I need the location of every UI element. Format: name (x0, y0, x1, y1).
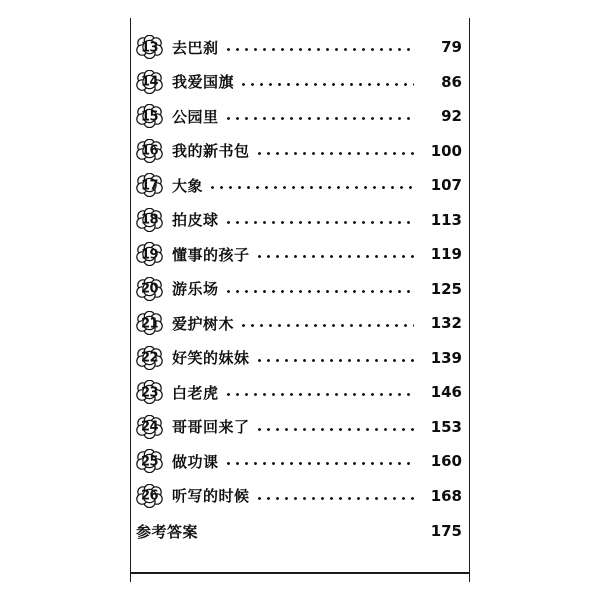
chapter-number-badge-icon (136, 277, 163, 301)
page-number: 168 (430, 486, 462, 505)
page-number: 92 (441, 107, 462, 126)
table-of-contents (130, 30, 470, 549)
chapter-number: 13 (140, 40, 159, 56)
chapter-number: 18 (140, 212, 159, 228)
leader-dots (227, 282, 414, 296)
page-number: 86 (441, 72, 462, 91)
chapter-number-badge-icon (136, 449, 163, 473)
chapter-number: 17 (140, 178, 159, 194)
toc-entry (136, 479, 462, 514)
page-number: 125 (430, 279, 462, 298)
page-number: 146 (430, 383, 462, 402)
chapter-number: 22 (140, 350, 159, 366)
chapter-number-badge-icon (136, 242, 163, 266)
chapter-number: 25 (140, 454, 159, 470)
leader-dots (227, 454, 414, 468)
leader-dots (258, 144, 414, 158)
chapter-number: 14 (140, 74, 159, 90)
chapter-number: 24 (140, 419, 159, 435)
chapter-number-badge-icon (136, 311, 163, 335)
chapter-number-badge-icon (136, 415, 163, 439)
page-number: 160 (430, 452, 462, 471)
leader-dots (227, 40, 414, 54)
chapter-number-badge-icon (136, 35, 163, 59)
page-number: 132 (430, 314, 462, 333)
leader-dots (258, 420, 414, 434)
page-number: 153 (430, 417, 462, 436)
page-number: 175 (430, 522, 462, 540)
bottom-rule (130, 572, 470, 574)
leader-dots (227, 213, 414, 227)
chapter-number-badge-icon (136, 104, 163, 128)
chapter-title: 去巴刹 (172, 38, 219, 57)
toc-entry (136, 410, 462, 445)
toc-entry (136, 237, 462, 272)
toc-entry (136, 203, 462, 238)
chapter-title: 游乐场 (172, 280, 219, 299)
chapter-title: 做功课 (172, 452, 219, 471)
leader-dots (258, 351, 414, 365)
chapter-number-badge-icon (136, 380, 163, 404)
chapter-number-badge-icon (136, 139, 163, 163)
chapter-number-badge-icon (136, 173, 163, 197)
chapter-number: 16 (140, 143, 159, 159)
chapter-number: 21 (140, 316, 159, 332)
chapter-title: 公园里 (172, 107, 219, 126)
toc-entry-answers (136, 513, 462, 549)
chapter-number: 19 (140, 247, 159, 263)
toc-entry (136, 375, 462, 410)
chapter-title: 白老虎 (172, 383, 219, 402)
chapter-title: 听写的时候 (172, 487, 250, 506)
toc-entry (136, 30, 462, 65)
leader-dots (227, 109, 414, 123)
toc-entry (136, 306, 462, 341)
chapter-title: 拍皮球 (172, 211, 219, 230)
chapter-title: 我的新书包 (172, 142, 250, 161)
leader-dots (242, 75, 414, 89)
toc-entry (136, 168, 462, 203)
page-number: 107 (430, 176, 462, 195)
toc-entry (136, 99, 462, 134)
page-number: 119 (430, 245, 462, 264)
toc-entry (136, 65, 462, 100)
toc-entry (136, 444, 462, 479)
leader-dots (258, 247, 414, 261)
chapter-title: 爱护树木 (172, 314, 235, 333)
answers-title: 参考答案 (136, 522, 199, 541)
toc-entry (136, 134, 462, 169)
page-number: 79 (441, 38, 462, 57)
chapter-number: 23 (140, 385, 159, 401)
chapter-number-badge-icon (136, 484, 163, 508)
page-number: 100 (430, 141, 462, 160)
chapter-title: 大象 (172, 176, 204, 195)
chapter-number: 20 (140, 281, 159, 297)
chapter-number: 15 (140, 109, 159, 125)
chapter-number-badge-icon (136, 346, 163, 370)
chapter-title: 懂事的孩子 (172, 245, 250, 264)
toc-entry (136, 341, 462, 376)
chapter-number-badge-icon (136, 70, 163, 94)
chapter-title: 哥哥回来了 (172, 418, 250, 437)
page-number: 113 (430, 210, 462, 229)
page-number: 139 (430, 348, 462, 367)
leader-dots (242, 316, 414, 330)
chapter-number-badge-icon (136, 208, 163, 232)
toc-entry (136, 272, 462, 307)
chapter-number: 26 (140, 488, 159, 504)
leader-dots (258, 489, 414, 503)
leader-dots (227, 385, 414, 399)
chapter-title: 我爱国旗 (172, 73, 235, 92)
leader-dots (211, 178, 414, 192)
chapter-title: 好笑的妹妹 (172, 349, 250, 368)
